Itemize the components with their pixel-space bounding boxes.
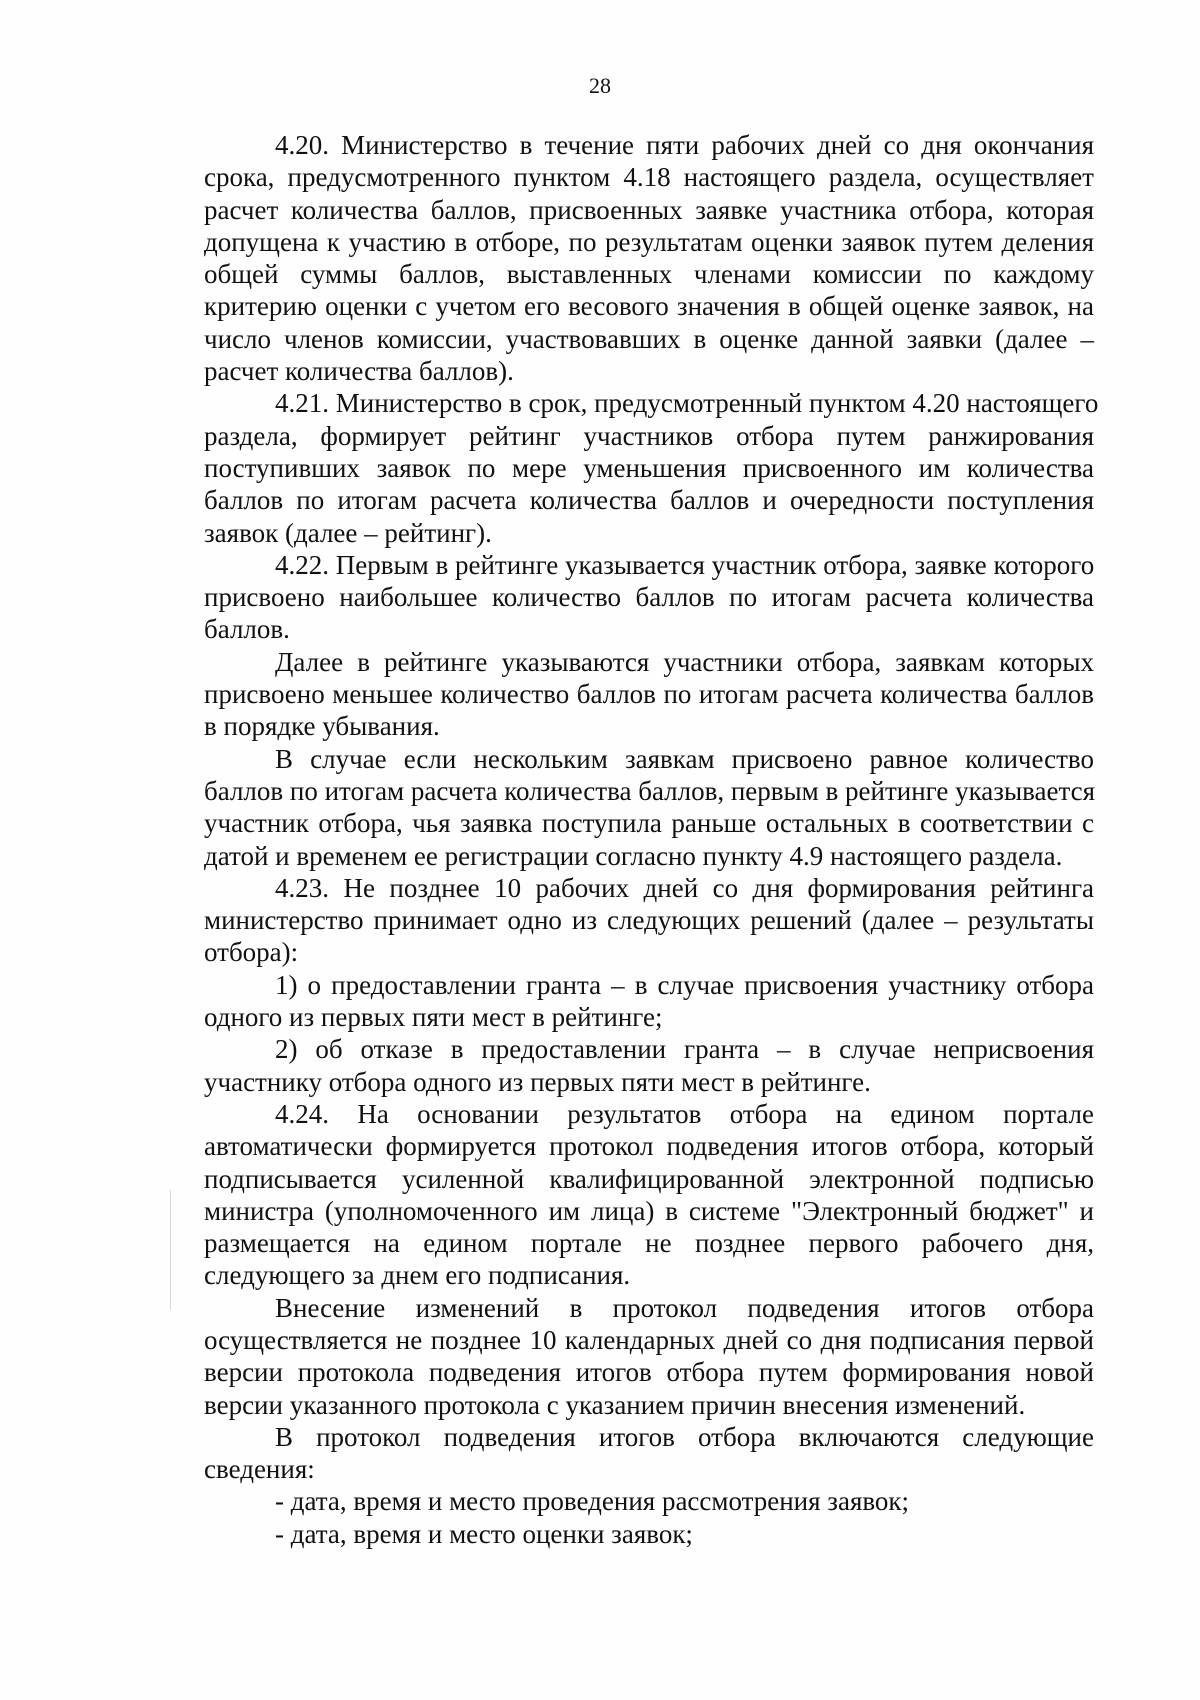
text-line: срока, предусмотренного пунктом 4.18 настоящего раздела, осуществляет — [204, 162, 1094, 193]
text-line: участник отбора, чья заявка поступила раньше остальных в соответствии с — [204, 808, 1094, 839]
paragraph-p-further-rating — [204, 646, 1094, 743]
text-line: осуществляется не позднее 10 календарных дней со дня подписания первой — [204, 1324, 1094, 1355]
text-line: 4.23. Не позднее 10 рабочих дней со дня формирования рейтинга — [275, 872, 1094, 903]
text-line: - дата, время и место оценки заявок; — [275, 1518, 693, 1549]
text-line: 4.21. Министерство в срок, предусмотренный пунктом 4.20 настоящего — [275, 388, 1099, 419]
paragraph-p-4-23 — [204, 872, 1094, 969]
text-line: присвоено наибольшее количество баллов по итогам расчета количества — [204, 582, 1094, 613]
text-line: раздела, формирует рейтинг участников отбора путем ранжирования — [204, 420, 1094, 451]
text-line: датой и временем ее регистрации согласно пункту 4.9 настоящего раздела. — [204, 840, 1063, 871]
text-line: версии указанного протокола с указанием причин внесения изменений. — [204, 1389, 1026, 1420]
text-line: сведения: — [204, 1454, 315, 1485]
scan-margin-mark — [170, 1190, 171, 1310]
text-line: число членов комиссии, участвовавших в оценке данной заявки (далее – — [204, 323, 1094, 354]
text-line: версии протокола подведения итогов отбора путем формирования новой — [204, 1357, 1094, 1388]
text-line: присвоено меньшее количество баллов по итогам расчета количества баллов — [204, 679, 1094, 710]
text-line: заявок (далее – рейтинг). — [204, 517, 492, 548]
text-line: автоматически формируется протокол подведения итогов отбора, который — [204, 1131, 1094, 1162]
paragraph-p-4-21 — [204, 387, 1099, 548]
paragraph-p-4-20 — [204, 129, 1094, 387]
text-line: допущена к участию в отборе, по результатам оценки заявок путем деления — [204, 226, 1094, 257]
text-line: участнику отбора одного из первых пяти мест в рейтинге. — [204, 1066, 871, 1097]
text-line: в порядке убывания. — [204, 711, 440, 742]
text-line: 4.24. На основании результатов отбора на едином портале — [275, 1098, 1094, 1129]
paragraph-p-item-evaluation — [204, 1518, 1094, 1550]
text-line: расчет количества баллов, присвоенных заявке участника отбора, которая — [204, 194, 1094, 225]
text-line: расчет количества баллов). — [204, 356, 514, 387]
text-line: баллов по итогам расчета количества баллов и очередности поступления — [204, 485, 1094, 516]
text-line: Внесение изменений в протокол подведения итогов отбора — [275, 1292, 1094, 1323]
text-line: размещается на едином портале не позднее первого рабочего дня, — [204, 1228, 1094, 1259]
paragraph-p-equal-points — [204, 743, 1094, 872]
document-body — [204, 129, 1099, 1550]
text-line: - дата, время и место проведения рассмотрения заявок; — [275, 1486, 910, 1517]
text-line: подписывается усиленной квалифицированной электронной подписью — [204, 1163, 1094, 1194]
text-line: 1) о предоставлении гранта – в случае присвоения участнику отбора — [275, 969, 1094, 1000]
text-line: отбора): — [204, 937, 299, 968]
text-line: критерию оценки с учетом его весового значения в общей оценке заявок, на — [204, 291, 1094, 322]
text-line: следующего за днем его подписания. — [204, 1260, 631, 1291]
paragraph-p-decision-1 — [204, 969, 1094, 1034]
text-line: баллов по итогам расчета количества баллов, первым в рейтинге указывается — [204, 775, 1095, 806]
text-line: баллов. — [204, 614, 290, 645]
text-line: В случае если нескольким заявкам присвоено равное количество — [275, 743, 1094, 774]
text-line: министерство принимает одно из следующих решений (далее – результаты — [204, 905, 1094, 936]
text-line: общей суммы баллов, выставленных членами комиссии по каждому — [204, 259, 1094, 290]
paragraph-p-amendments — [204, 1292, 1094, 1421]
page-number: 28 — [589, 73, 611, 98]
text-line: одного из первых пяти мест в рейтинге; — [204, 1002, 663, 1033]
text-line: Далее в рейтинге указываются участники отбора, заявкам которых — [275, 646, 1094, 677]
text-line: 4.22. Первым в рейтинге указывается участник отбора, заявке которого — [275, 549, 1095, 580]
text-line: 4.20. Министерство в течение пяти рабочих дней со дня окончания — [275, 130, 1094, 160]
paragraph-p-protocol-contents — [204, 1421, 1094, 1486]
paragraph-p-4-24 — [204, 1098, 1094, 1292]
paragraph-p-decision-2 — [204, 1033, 1094, 1098]
paragraph-p-item-review — [204, 1485, 1094, 1517]
text-line: В протокол подведения итогов отбора включаются следующие — [275, 1421, 1094, 1452]
paragraph-p-4-22 — [204, 549, 1094, 646]
text-line: 2) об отказе в предоставлении гранта – в случае неприсвоения — [275, 1034, 1094, 1065]
text-line: поступивших заявок по мере уменьшения присвоенного им количества — [204, 452, 1094, 483]
text-line: министра (уполномоченного им лица) в системе "Электронный бюджет" и — [204, 1195, 1094, 1226]
